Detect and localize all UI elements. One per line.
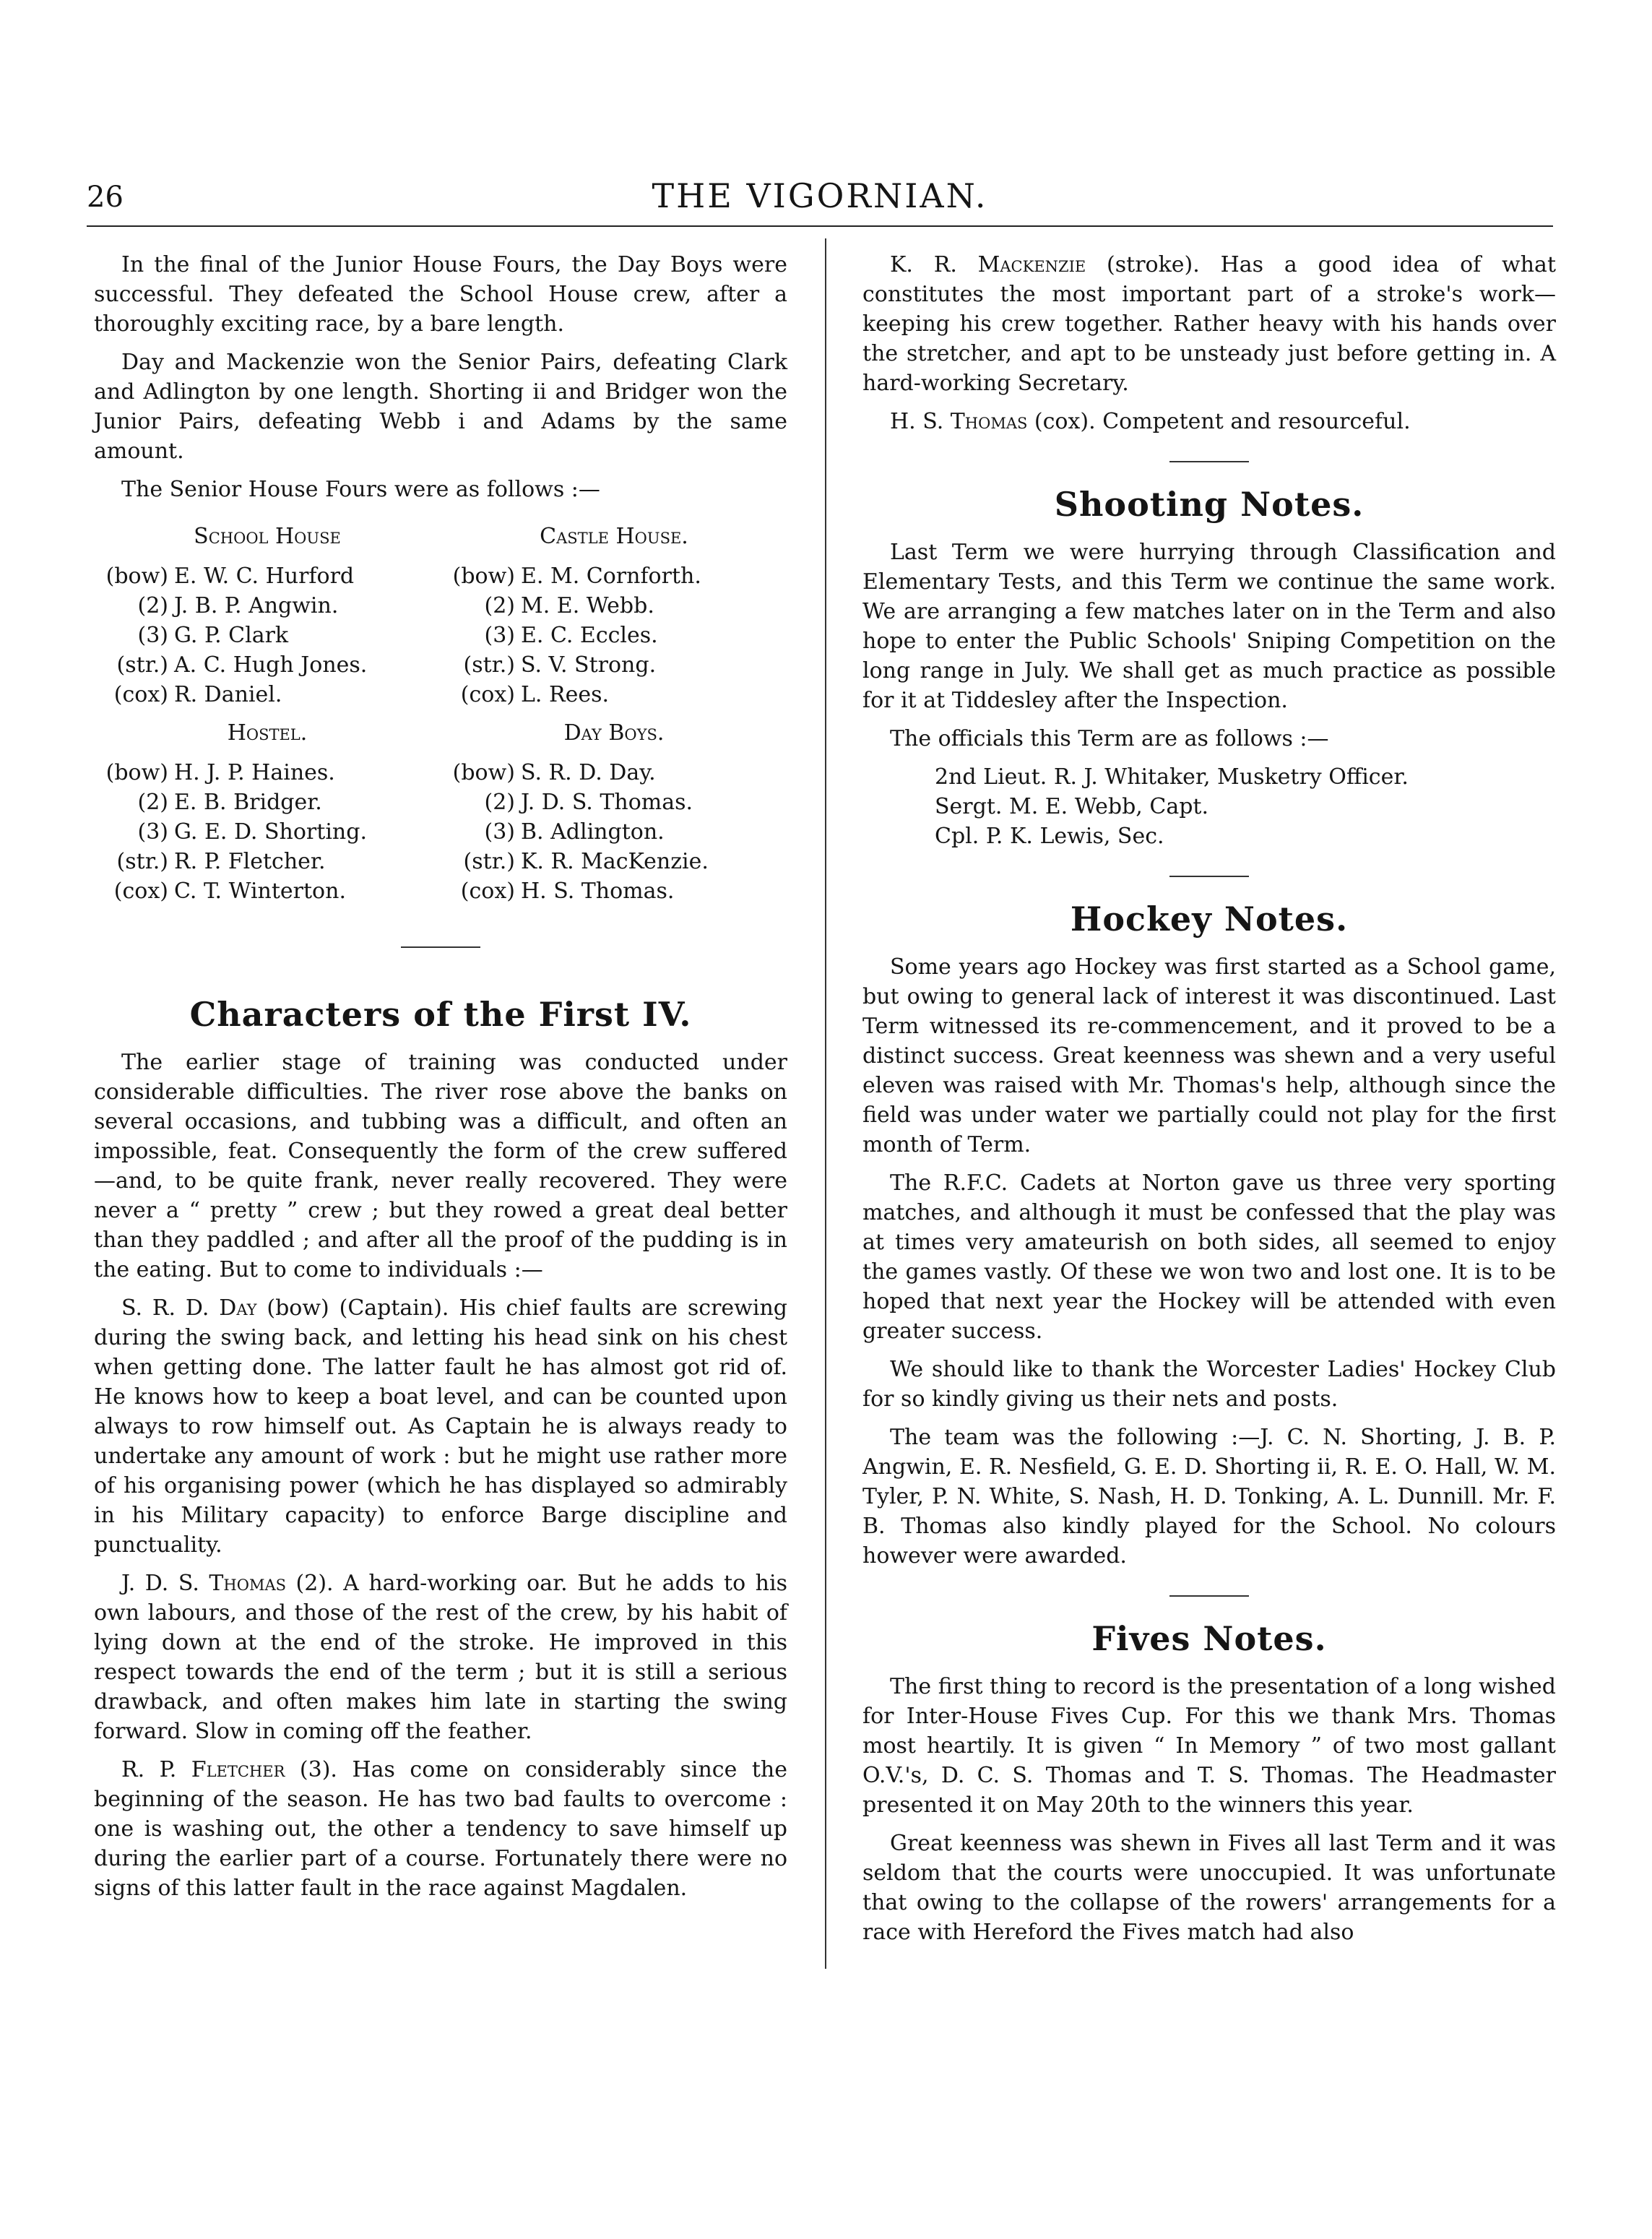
crew-list [98,709,437,906]
paragraph [94,1293,787,1560]
section-heading: Fives Notes. [1091,1619,1327,1658]
crew-member [444,650,784,680]
rower-description: (3). Has come on considerably since the beginning of the season. He has two bad faults to overcome : one is washing out, the other a tendency to save himself up during the earlier part of a course. Fortunately there were no signs of this latter fault in the race against Magdalen. [94,1757,787,1901]
crew-position: (bow) [105,760,168,785]
crew-name: S. R. D. Day. [521,760,656,785]
section-rule [1169,461,1249,462]
rower-description: (stroke). Has a good idea of what constitutes the most important part of a stroke's work—keeping his crew together. Rather heavy with his hands over the stretcher, and apt to be unsteady just before getting in. A hard-working Secretary. [862,252,1556,396]
paragraph: In the final of the Junior House Fours, the Day Boys were successful. They defeated the School House crew, after a thoroughly exciting race, by a bare length. [94,252,787,337]
paragraph: Day and Mackenzie won the Senior Pairs, defeating Clark and Adlington by one length. Shorting ii and Bridger won the Junior Pairs, defeating Webb i and Adams by the same amount. [94,350,787,464]
crew-member [98,847,437,876]
paragraph: Some years ago Hockey was first started as a School game, but owing to general lack of interest it was discontinued. Last Term witnessed its re-commencement, and it proved to be a distinct success. Great keenness was shewn and a very useful eleven was raised with Mr. Thomas's help, although since the field was under water we partially could not play for the first month of Term. [862,954,1556,1157]
paragraph [94,1569,787,1746]
crew-member [444,621,784,650]
crew-name: R. Daniel. [174,682,282,707]
crew-name: M. E. Webb. [521,593,654,618]
crew-name: J. D. S. Thomas. [521,790,693,815]
crew-name: H. J. P. Haines. [174,760,335,785]
running-title: THE VIGORNIAN. [652,176,988,215]
section-rule [401,946,480,948]
officials-list [935,762,1556,851]
crew-name: B. Adlington. [521,819,665,845]
crew-row [94,513,787,709]
paragraph: The Senior House Fours were as follows :— [121,477,600,502]
crew-name: A. C. Hugh Jones. [174,652,368,678]
page-number: 26 [87,181,124,214]
crew-name: E. M. Cornforth. [521,564,701,589]
section-heading: Characters of the First IV. [189,995,692,1034]
crew-position: (cox) [460,879,515,904]
crew-member [444,561,784,591]
crew-member [444,680,784,709]
crew-position: (cox) [460,682,515,707]
crew-name: E. W. C. Hurford [174,564,355,589]
crew-member [444,876,784,906]
rower-name: J. D. S. Thomas [121,1571,286,1596]
crew-position: (str.) [463,652,515,678]
crew-position: (3) [484,623,515,648]
left-column [94,250,787,1912]
crew-member [98,758,437,788]
crew-position: (2) [137,593,168,618]
right-column [862,250,1556,1956]
crew-member [98,650,437,680]
crew-list [444,513,784,709]
rower-name: S. R. D. Day [121,1295,257,1321]
crew-position: (2) [484,790,515,815]
crew-name: K. R. MacKenzie. [521,849,709,874]
crew-position: (2) [484,593,515,618]
crew-house: Hostel. [227,720,308,746]
crew-list [444,709,784,906]
crew-member [98,591,437,621]
paragraph [862,407,1556,436]
section-rule [1169,876,1249,877]
crew-position: (bow) [452,564,515,589]
crew-position: (bow) [452,760,515,785]
crew-member [98,680,437,709]
crew-member [444,758,784,788]
crew-position: (3) [484,819,515,845]
crew-position: (2) [137,790,168,815]
paragraph: Great keenness was shewn in Fives all last Term and it was seldom that the courts were unoccupied. It was unfortunate that owing to the collapse of the rowers' arrangements for a race with Hereford the Fives match had also [862,1831,1556,1945]
crew-member [98,561,437,591]
running-header [87,173,1553,227]
rower-description: (2). A hard-working oar. But he adds to his own labours, and those of the rest of the crew, by his habit of lying down at the end of the stroke. He improved in this respect towards the end of the term ; but it is still a serious drawback, and often makes him late in starting the swing forward. Slow in coming off the feather. [94,1571,787,1744]
crew-member [444,817,784,847]
section-rule [1169,1595,1249,1597]
rower-name: K. R. Mackenzie [890,252,1086,277]
crew-name: J. B. P. Angwin. [174,593,339,618]
rower-description: (cox). Competent and resourceful. [1027,409,1411,434]
official-line: 2nd Lieut. R. J. Whitaker, Musketry Officer. [935,764,1409,790]
crew-position: (str.) [116,849,168,874]
crew-position: (3) [137,819,168,845]
crew-name: H. S. Thomas. [521,879,675,904]
crew-position: (cox) [113,879,168,904]
paragraph: The first thing to record is the presentation of a long wished for Inter-House Fives Cup. For this we thank Mrs. Thomas most heartily. It is given “ In Memory ” of two most gallant O.V.'s, D. C. S. Thomas and T. S. Thomas. The Headmaster presented it on May 20th to the winners this year. [862,1674,1556,1818]
crew-name: E. B. Bridger. [174,790,322,815]
official-line: Cpl. P. K. Lewis, Sec. [935,824,1164,849]
crew-name: S. V. Strong. [521,652,657,678]
crew-house: School House [194,524,341,549]
paragraph [94,1755,787,1903]
crew-member [444,788,784,817]
official-line: Sergt. M. E. Webb, Capt. [935,794,1208,819]
paragraph: The R.F.C. Cadets at Norton gave us three very sporting matches, and although it must be confessed that the play was at times very amateurish on both sides, all seemed to enjoy the games vastly. Of these we won two and lost one. It is to be hoped that next year the Hockey will be attended with even greater success. [862,1170,1556,1344]
crew-position: (3) [137,623,168,648]
crew-member [98,817,437,847]
rower-name: R. P. Fletcher [121,1757,285,1782]
crew-name: C. T. Winterton. [174,879,346,904]
paragraph: The earlier stage of training was conducted under considerable difficulties. The river rose above the banks on several occasions, and tubbing was a difficult, and often an impossible, feat. Consequently the form of the crew suffered —and, to be quite frank, never really recovered. They were never a “ pretty ” crew ; but they rowed a great deal better than they paddled ; and after all the proof of the pudding is in the eating. But to come to individuals :— [94,1050,787,1282]
paragraph: We should like to thank the Worcester Ladies' Hockey Club for so kindly giving us their nets and posts. [862,1357,1556,1412]
paragraph [862,250,1556,398]
section-heading: Hockey Notes. [1070,900,1349,939]
crew-position: (str.) [116,652,168,678]
rower-name: H. S. Thomas [890,409,1028,434]
crew-house: Day Boys. [563,720,665,746]
paragraph: The team was the following :—J. C. N. Shorting, J. B. P. Angwin, E. R. Nesfield, G. E. D. Shorting ii, R. E. O. Hall, W. M. Tyler, P. N. White, S. Nash, H. D. Tonking, A. L. Dunnill. Mr. F. B. Thomas also kindly played for the School. No colours however were awarded. [862,1425,1556,1569]
crew-house: Castle House. [540,524,688,549]
crew-name: G. E. D. Shorting. [174,819,367,845]
crew-row [94,709,787,906]
crew-member [444,847,784,876]
crew-name: R. P. Fletcher. [174,849,326,874]
crew-member [98,788,437,817]
crew-name: G. P. Clark [174,623,289,648]
crew-list [98,513,437,709]
section-heading: Shooting Notes. [1054,485,1365,524]
rower-description: (bow) (Captain). His chief faults are screwing during the swing back, and letting his head sink on his chest when getting done. The latter fault he has almost got rid of. He knows how to keep a boat level, and can be counted upon always to row himself out. As Captain he is always ready to undertake any amount of work : but he might use rather more of his organising power (which he has displayed so admirably in his Military capacity) to enforce Barge discipline and punctuality. [94,1295,787,1558]
crew-member [98,876,437,906]
crew-name: E. C. Eccles. [521,623,658,648]
paragraph: Last Term we were hurrying through Classification and Elementary Tests, and this Term we continue the same work. We are arranging a few matches later on in the Term and also hope to enter the Public Schools' Sniping Competition on the long range in July. We shall get as much practice as possible for it at Tiddesley after the Inspection. [862,540,1556,713]
column-divider [825,238,826,1969]
crew-position: (bow) [105,564,168,589]
crew-position: (str.) [463,849,515,874]
crew-name: L. Rees. [521,682,610,707]
crew-member [98,621,437,650]
crew-member [444,591,784,621]
crew-position: (cox) [113,682,168,707]
paragraph: The officials this Term are as follows :— [890,726,1329,751]
